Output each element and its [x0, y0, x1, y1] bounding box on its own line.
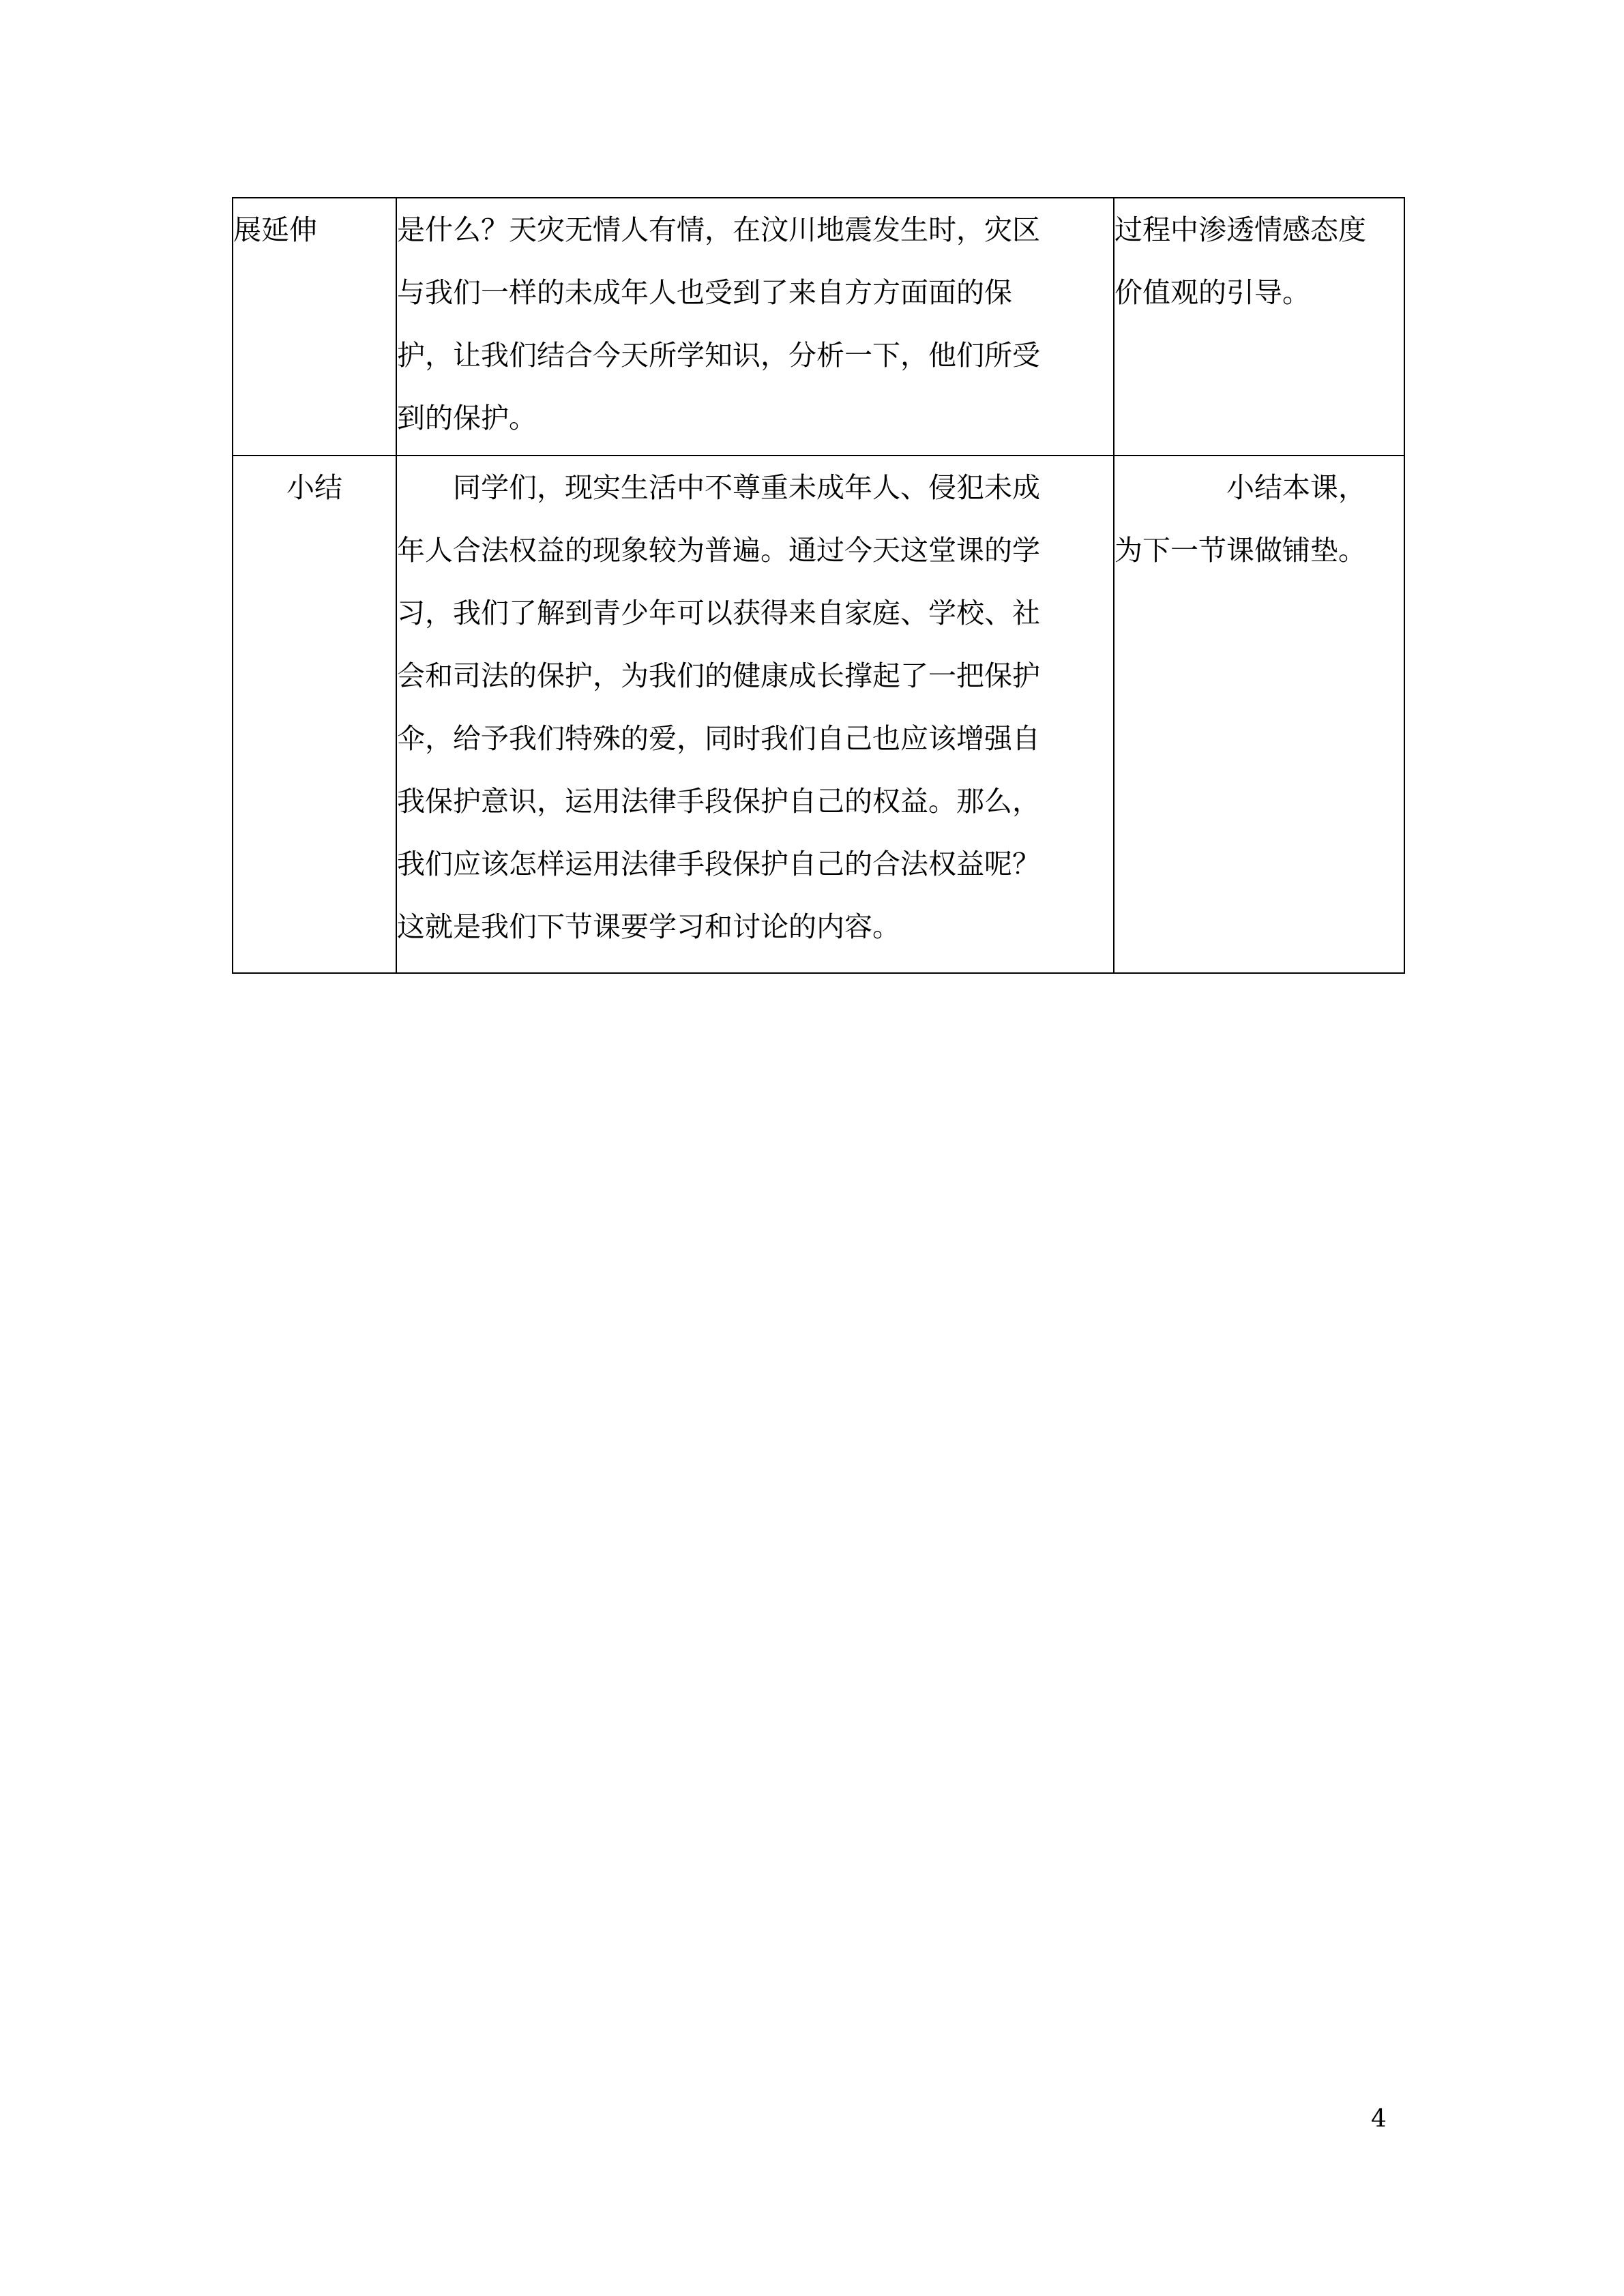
page-number: 4: [1371, 2105, 1387, 2133]
intent-text: 过程中渗透情感态度 价值观的引导。: [1114, 213, 1366, 309]
table-row: [233, 456, 1404, 973]
intent-cell: [1114, 198, 1404, 456]
stage-cell: [233, 198, 396, 456]
intent-text: 小结本课， 为下一节课做铺垫。: [1114, 471, 1366, 567]
lesson-plan-table: [232, 197, 1405, 974]
content-text: 同学们，现实生活中不尊重未成年人、侵犯未成 年人合法权益的现象较为普遍。通过今天这堂课的学 习，我们了解到青少年可以获得来自家庭、学校、社 会和司法的保护，为我们的健康成长撑起了一把保护 伞，给予我们特殊的爱，同时我们自己也应该增强自 我保护意识，运用法律手段保护自己的权益。那么， 我们应该怎样运用法律手段保护自己的合法权益呢？ 这就是我们下节课要学习和讨论的内容。: [397, 471, 1040, 943]
content-cell: [396, 456, 1114, 973]
intent-cell: [1114, 456, 1404, 973]
content-cell: [396, 198, 1114, 456]
content-text: 是什么？天灾无情人有情，在汶川地震发生时，灾区 与我们一样的未成年人也受到了来自方方面面的保 护，让我们结合今天所学知识，分析一下，他们所受 到的保护。: [397, 213, 1040, 434]
table-row: [233, 198, 1404, 456]
stage-label: 小结: [286, 471, 342, 504]
stage-cell: [233, 456, 396, 973]
stage-label: 展延伸: [233, 213, 317, 246]
